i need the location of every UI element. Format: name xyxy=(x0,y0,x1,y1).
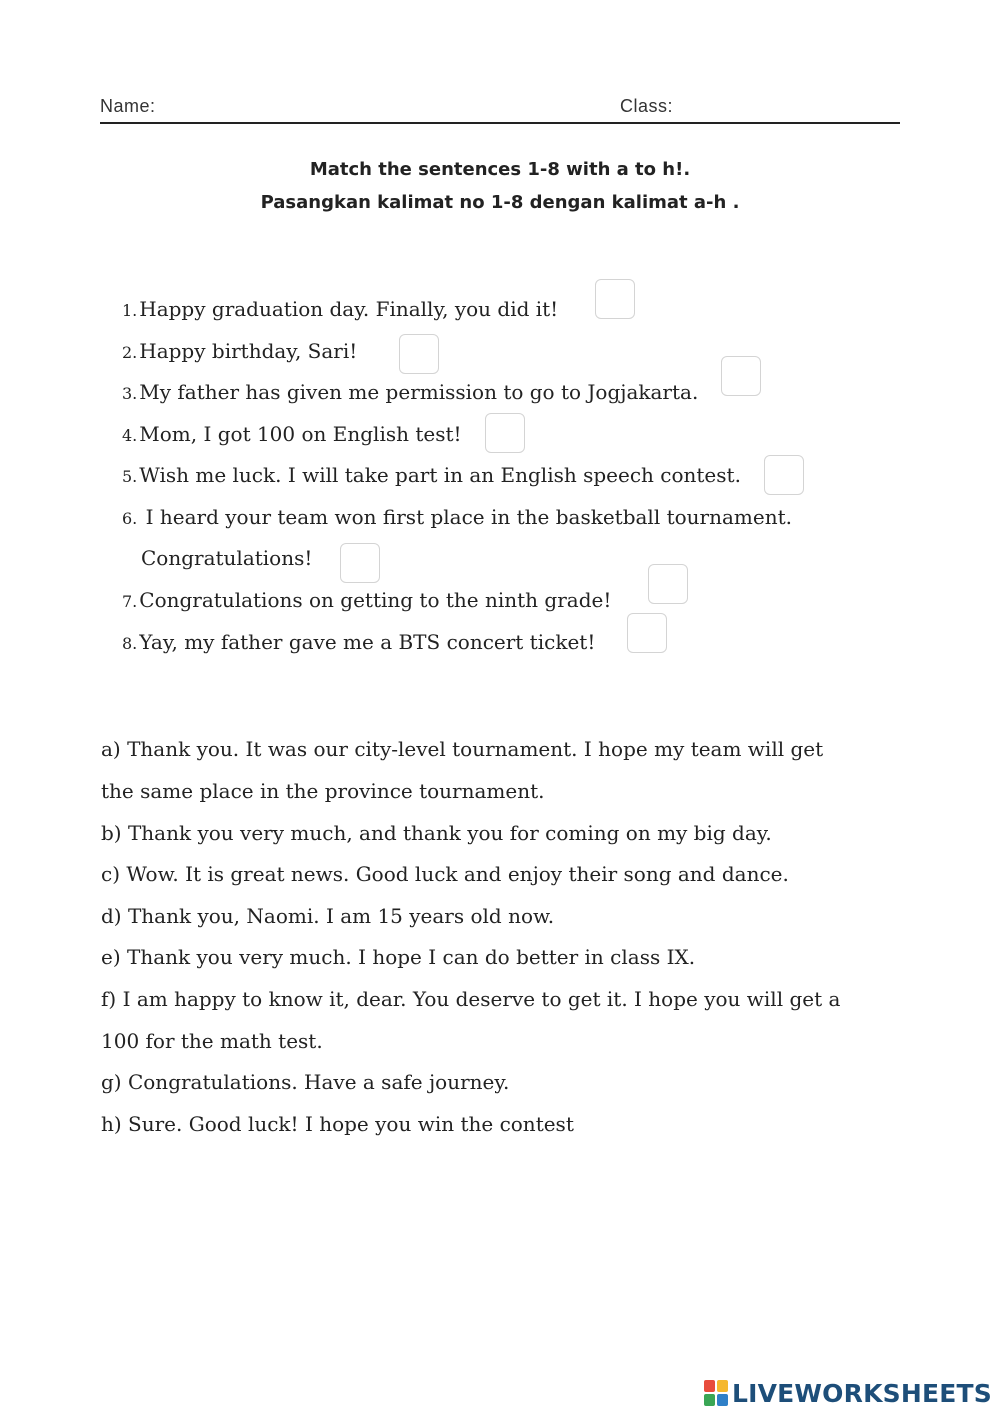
answer-box-7[interactable] xyxy=(648,564,688,604)
question-8 xyxy=(122,630,595,656)
question-text: Happy graduation day. Finally, you did it! xyxy=(139,297,559,321)
name-label: Name: xyxy=(100,96,156,116)
question-6-continued: Congratulations! xyxy=(141,546,313,570)
question-4 xyxy=(122,422,462,448)
answer-h: h) Sure. Good luck! I hope you win the contest xyxy=(101,1112,574,1136)
question-number: 3. xyxy=(122,384,138,403)
question-7 xyxy=(122,588,611,614)
answer-e: e) Thank you very much. I hope I can do better in class IX. xyxy=(101,945,696,969)
question-text: I heard your team won first place in the basketball tournament. xyxy=(139,505,792,529)
question-number: 2. xyxy=(122,343,138,362)
question-number: 8. xyxy=(122,634,138,653)
question-text: Yay, my father gave me a BTS concert ticket! xyxy=(139,630,596,654)
answer-box-3[interactable] xyxy=(721,356,761,396)
question-5 xyxy=(122,463,741,489)
question-text: Happy birthday, Sari! xyxy=(139,339,358,363)
question-text: Mom, I got 100 on English test! xyxy=(139,422,462,446)
question-text: Wish me luck. I will take part in an English speech contest. xyxy=(139,463,741,487)
answer-box-2[interactable] xyxy=(399,334,439,374)
answer-f-continued: 100 for the math test. xyxy=(101,1029,323,1053)
question-number: 1. xyxy=(122,301,138,320)
question-text: Congratulations on getting to the ninth grade! xyxy=(139,588,612,612)
question-number: 6. xyxy=(122,509,138,528)
instruction-indonesian: Pasangkan kalimat no 1-8 dengan kalimat a-h . xyxy=(260,192,740,213)
name-class-line xyxy=(100,96,900,124)
answer-a-continued: the same place in the province tournament. xyxy=(101,779,545,803)
question-number: 7. xyxy=(122,592,138,611)
answer-box-1[interactable] xyxy=(595,279,635,319)
logo-text: LIVEWORKSHEETS xyxy=(731,1378,992,1408)
answer-box-6[interactable] xyxy=(340,543,380,583)
question-text: My father has given me permission to go to Jogjakarta. xyxy=(139,380,699,404)
instruction-english: Match the sentences 1-8 with a to h!. xyxy=(309,159,691,180)
question-6 xyxy=(122,505,792,531)
liveworksheets-logo-icon xyxy=(704,1380,728,1406)
class-label: Class: xyxy=(620,96,674,116)
answer-g: g) Congratulations. Have a safe journey. xyxy=(101,1070,510,1094)
answer-c: c) Wow. It is great news. Good luck and enjoy their song and dance. xyxy=(101,862,789,886)
question-2 xyxy=(122,339,357,365)
answer-f: f) I am happy to know it, dear. You deserve to get it. I hope you will get a xyxy=(101,987,841,1011)
liveworksheets-logo[interactable] xyxy=(704,1378,992,1408)
question-1 xyxy=(122,297,558,323)
answer-a: a) Thank you. It was our city-level tournament. I hope my team will get xyxy=(101,737,824,761)
answer-box-5[interactable] xyxy=(764,455,804,495)
question-number: 5. xyxy=(122,467,138,486)
answer-b: b) Thank you very much, and thank you for coming on my big day. xyxy=(101,821,772,845)
answer-box-4[interactable] xyxy=(485,413,525,453)
answer-d: d) Thank you, Naomi. I am 15 years old now. xyxy=(101,904,555,928)
question-number: 4. xyxy=(122,426,138,445)
answer-box-8[interactable] xyxy=(627,613,667,653)
question-3 xyxy=(122,380,698,406)
